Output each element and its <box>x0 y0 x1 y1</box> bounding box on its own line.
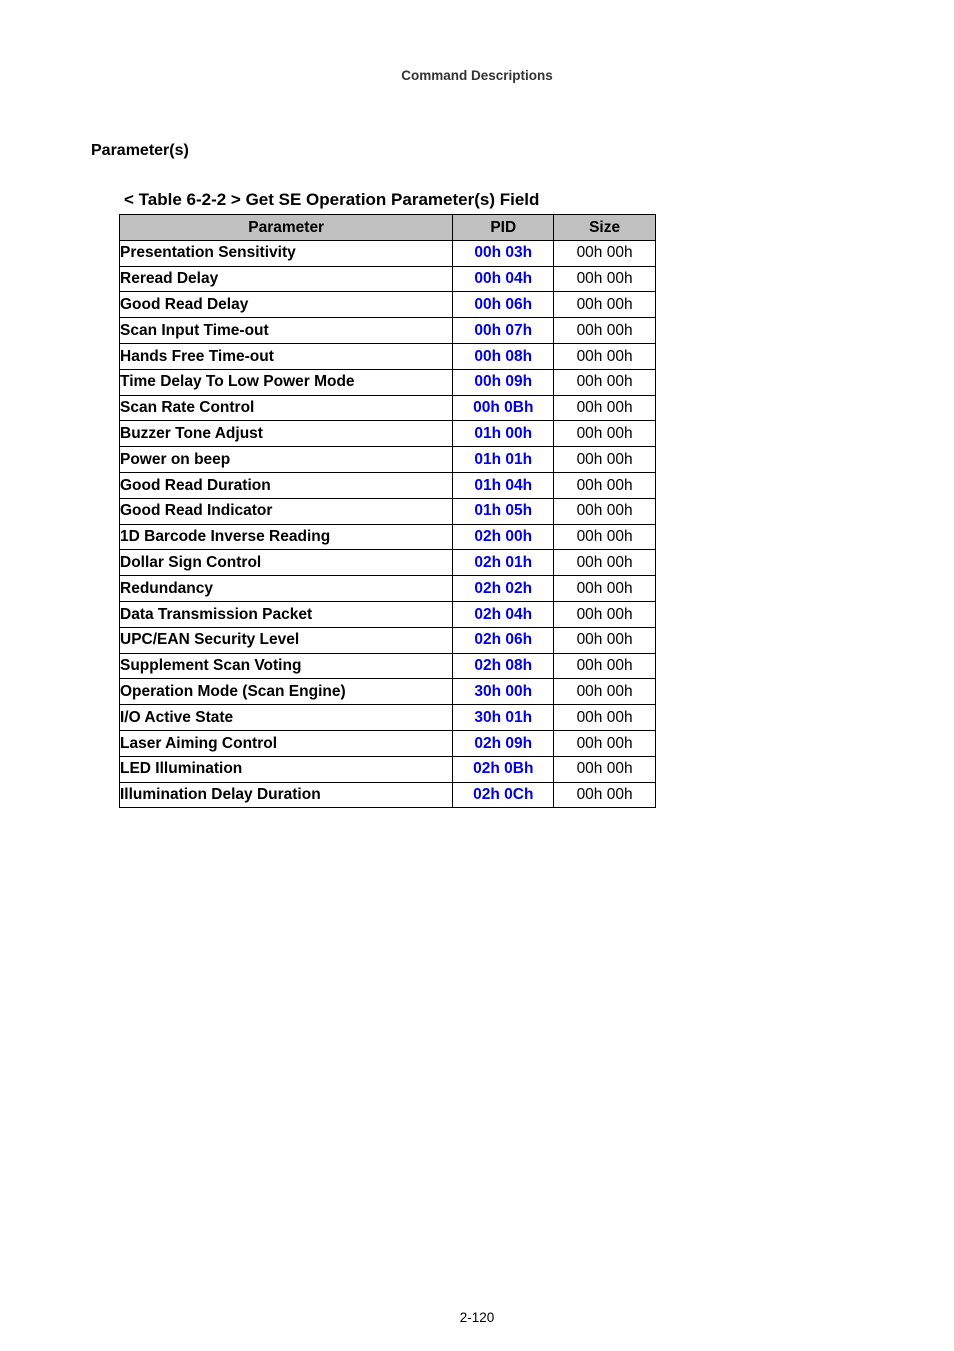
parameter-cell: Presentation Sensitivity <box>120 240 453 266</box>
table-row <box>120 472 656 498</box>
table-row <box>120 550 656 576</box>
pid-cell: 00h 06h <box>453 292 554 318</box>
table-row <box>120 369 656 395</box>
size-cell: 00h 00h <box>554 627 656 653</box>
pid-cell: 00h 08h <box>453 343 554 369</box>
parameter-cell: Reread Delay <box>120 266 453 292</box>
pid-cell: 02h 01h <box>453 550 554 576</box>
parameter-cell: UPC/EAN Security Level <box>120 627 453 653</box>
parameter-cell: Scan Rate Control <box>120 395 453 421</box>
pid-cell: 00h 0Bh <box>453 395 554 421</box>
table-row <box>120 421 656 447</box>
table-row <box>120 601 656 627</box>
parameter-cell: Good Read Duration <box>120 472 453 498</box>
size-cell: 00h 00h <box>554 369 656 395</box>
table-row <box>120 576 656 602</box>
pid-cell: 01h 00h <box>453 421 554 447</box>
pid-cell: 30h 01h <box>453 705 554 731</box>
section-heading: Parameter(s) <box>91 142 189 159</box>
table-caption: < Table 6-2-2 > Get SE Operation Parameter(s) Field <box>124 190 540 209</box>
pid-cell: 00h 04h <box>453 266 554 292</box>
size-cell: 00h 00h <box>554 472 656 498</box>
table-row <box>120 395 656 421</box>
size-cell: 00h 00h <box>554 524 656 550</box>
size-cell: 00h 00h <box>554 653 656 679</box>
column-header-size: Size <box>554 215 656 241</box>
size-cell: 00h 00h <box>554 240 656 266</box>
size-cell: 00h 00h <box>554 550 656 576</box>
parameter-cell: Illumination Delay Duration <box>120 782 453 808</box>
pid-cell: 30h 00h <box>453 679 554 705</box>
pid-cell: 02h 08h <box>453 653 554 679</box>
parameter-cell: Laser Aiming Control <box>120 730 453 756</box>
size-cell: 00h 00h <box>554 343 656 369</box>
parameter-cell: Power on beep <box>120 447 453 473</box>
parameter-cell: Hands Free Time-out <box>120 343 453 369</box>
size-cell: 00h 00h <box>554 266 656 292</box>
table-body <box>120 240 656 808</box>
pid-cell: 00h 03h <box>453 240 554 266</box>
parameter-cell: LED Illumination <box>120 756 453 782</box>
pid-cell: 01h 01h <box>453 447 554 473</box>
pid-cell: 02h 00h <box>453 524 554 550</box>
size-cell: 00h 00h <box>554 576 656 602</box>
running-header: Command Descriptions <box>401 68 553 83</box>
parameter-cell: Scan Input Time-out <box>120 318 453 344</box>
table-row <box>120 782 656 808</box>
table-row <box>120 653 656 679</box>
pid-cell: 00h 07h <box>453 318 554 344</box>
pid-cell: 01h 05h <box>453 498 554 524</box>
pid-cell: 02h 06h <box>453 627 554 653</box>
size-cell: 00h 00h <box>554 318 656 344</box>
parameter-cell: Data Transmission Packet <box>120 601 453 627</box>
table-row <box>120 627 656 653</box>
parameter-cell: Dollar Sign Control <box>120 550 453 576</box>
parameter-cell: Time Delay To Low Power Mode <box>120 369 453 395</box>
parameter-cell: Supplement Scan Voting <box>120 653 453 679</box>
size-cell: 00h 00h <box>554 782 656 808</box>
table-row <box>120 318 656 344</box>
parameter-cell: I/O Active State <box>120 705 453 731</box>
table-header-row <box>120 215 656 241</box>
table-row <box>120 679 656 705</box>
table-row <box>120 705 656 731</box>
pid-cell: 02h 0Ch <box>453 782 554 808</box>
table-row <box>120 292 656 318</box>
table-row <box>120 240 656 266</box>
pid-cell: 01h 04h <box>453 472 554 498</box>
column-header-parameter: Parameter <box>120 215 453 241</box>
size-cell: 00h 00h <box>554 679 656 705</box>
table-row <box>120 524 656 550</box>
parameter-cell: 1D Barcode Inverse Reading <box>120 524 453 550</box>
table-row <box>120 730 656 756</box>
size-cell: 00h 00h <box>554 730 656 756</box>
column-header-pid: PID <box>453 215 554 241</box>
page-number: 2-120 <box>459 1310 495 1325</box>
parameter-cell: Operation Mode (Scan Engine) <box>120 679 453 705</box>
table-row <box>120 447 656 473</box>
table-row <box>120 343 656 369</box>
size-cell: 00h 00h <box>554 395 656 421</box>
table-row <box>120 756 656 782</box>
table-row <box>120 266 656 292</box>
size-cell: 00h 00h <box>554 421 656 447</box>
size-cell: 00h 00h <box>554 292 656 318</box>
pid-cell: 02h 0Bh <box>453 756 554 782</box>
size-cell: 00h 00h <box>554 498 656 524</box>
parameter-cell: Redundancy <box>120 576 453 602</box>
size-cell: 00h 00h <box>554 447 656 473</box>
parameter-table <box>119 214 656 808</box>
pid-cell: 02h 09h <box>453 730 554 756</box>
table-row <box>120 498 656 524</box>
pid-cell: 02h 02h <box>453 576 554 602</box>
size-cell: 00h 00h <box>554 756 656 782</box>
parameter-cell: Good Read Delay <box>120 292 453 318</box>
size-cell: 00h 00h <box>554 705 656 731</box>
parameter-cell: Good Read Indicator <box>120 498 453 524</box>
pid-cell: 02h 04h <box>453 601 554 627</box>
parameter-cell: Buzzer Tone Adjust <box>120 421 453 447</box>
size-cell: 00h 00h <box>554 601 656 627</box>
pid-cell: 00h 09h <box>453 369 554 395</box>
